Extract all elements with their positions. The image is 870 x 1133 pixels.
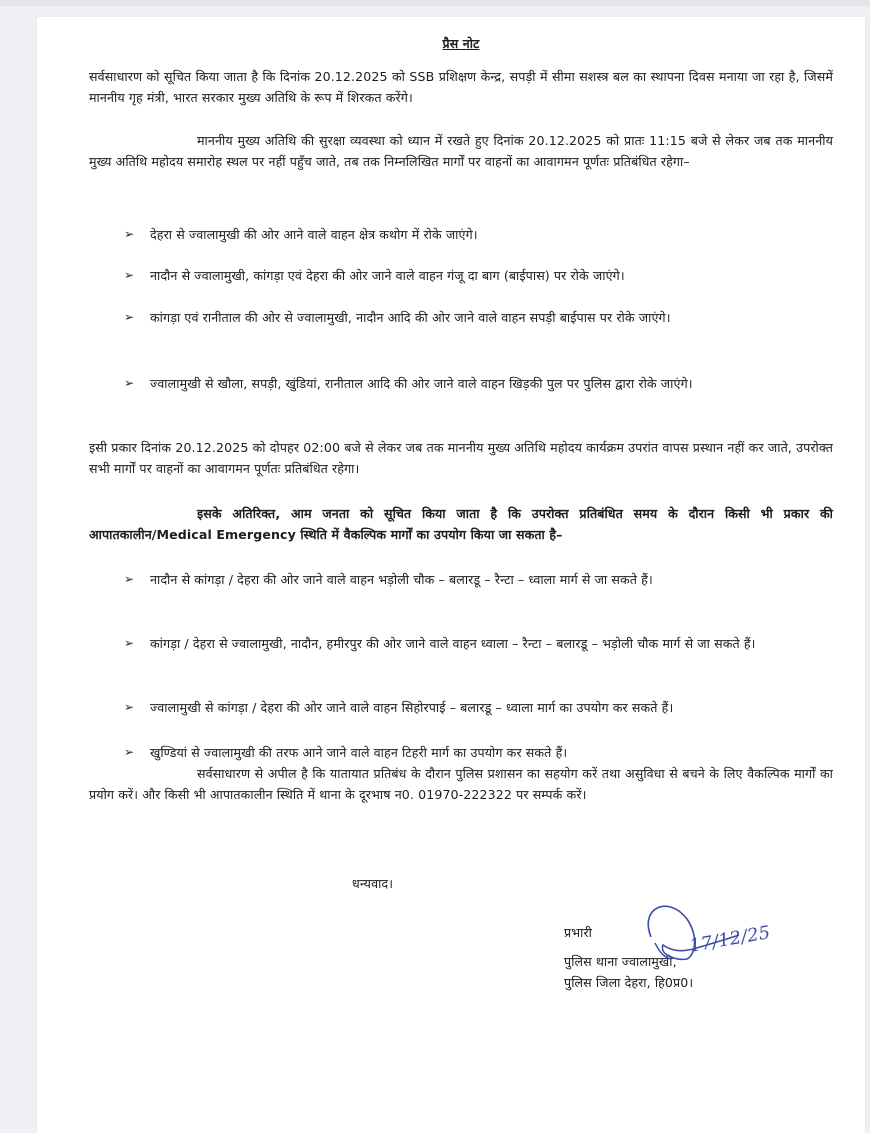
press-note-page [37,17,865,1133]
alternate-route-item [124,697,830,718]
signatory-designation: प्रभारी [564,925,592,940]
restricted-route-item [124,224,830,245]
restriction-paragraph: माननीय मुख्य अतिथि की सुरक्षा व्यवस्था को ध्यान में रखते हुए दिनांक 20.12.2025 को प्रातः 11:15 बजे से लेकर जब तक माननीय मुख्य अतिथि महोदय समारोह स्थल पर नहीं पहुँच जाते, तब तक निम्नलिखित मार्गों पर वाहनों का आवागमन पूर्णतः प्रतिबंधित रहेगा– [89,133,833,169]
appeal-paragraph: सर्वसाधारण से अपील है कि यातायात प्रतिबंध के दौरान पुलिस प्रशासन का सहयोग करें तथा असुविधा से बचने के लिए वैकल्पिक मार्गों का प्रयोग करें। और किसी भी आपातकालीन स्थिति में थाना के दूरभाष न0. 01970-222322 पर सम्पर्क करें। [89,766,833,802]
signature-date: 17/12/25 [687,922,772,957]
signatory-station: पुलिस थाना ज्वालामुखी, [564,954,677,969]
document-title: प्रैस नोट [442,36,480,51]
return-restriction-paragraph: इसी प्रकार दिनांक 20.12.2025 को दोपहर 02:00 बजे से लेकर जब तक माननीय मुख्य अतिथि महोदय कार्यक्रम उपरांत वापस प्रस्थान नहीं कर जाते, उपरोक्त सभी मार्गों पर वाहनों का आवागमन पूर्णतः प्रतिबंधित रहेगा। [89,440,833,476]
signatory-district: पुलिस जिला देहरा, हि0प्र0। [564,975,694,990]
alternate-route-item [124,633,830,654]
emergency-paragraph: इसके अतिरिक्त, आम जनता को सूचित किया जाता है कि उपरोक्त प्रतिबंधित समय के दौरान किसी भी प्रकार की आपातकालीन/Medical Emergency स्थिति में वैकल्पिक मार्गों का उपयोग किया जा सकता है– [89,506,833,542]
bullet-arrow-icon: ➢ [124,268,135,282]
bullet-arrow-icon: ➢ [124,745,135,759]
handwritten-signature [629,897,809,977]
alternate-route-item [124,569,830,590]
restricted-route-text: देहरा से ज्वालामुखी की ओर आने वाले वाहन क्षेत्र कथोग में रोके जाएंगे। [150,227,478,242]
restricted-route-item [124,265,830,286]
alternate-route-text: खुण्डियां से ज्वालामुखी की तरफ आने जाने वाले वाहन टिहरी मार्ग का उपयोग कर सकते हैं। [150,745,568,760]
alternate-route-item [124,742,830,763]
bullet-arrow-icon: ➢ [124,636,135,650]
alternate-route-text: नादौन से कांगड़ा / देहरा की ओर जाने वाले वाहन भड़ोली चौक – बलारडू – रैन्टा – ध्वाला मार्ग से जा सकते हैं। [150,572,653,587]
restricted-route-item [124,307,830,328]
bullet-arrow-icon: ➢ [124,227,135,241]
bullet-arrow-icon: ➢ [124,572,135,586]
intro-paragraph: सर्वसाधारण को सूचित किया जाता है कि दिनांक 20.12.2025 को SSB प्रशिक्षण केन्द्र, सपड़ी में सीमा सशस्त्र बल का स्थापना दिवस मनाया जा रहा है, जिसमें माननीय गृह मंत्री, भारत सरकार मुख्य अतिथि के रूप में शिरकत करेंगे। [89,69,833,105]
viewer-top-bar [0,0,870,6]
restricted-route-text: ज्वालामुखी से खौला, सपड़ी, खुंडियां, रानीताल आदि की ओर जाने वाले वाहन खिड़की पुल पर पुलिस द्वारा रोके जाएंगे। [150,376,693,391]
thanks-text: धन्यवाद। [352,876,394,891]
bullet-arrow-icon: ➢ [124,376,135,390]
restricted-route-text: नादौन से ज्वालामुखी, कांगड़ा एवं देहरा की ओर जाने वाले वाहन गंजू दा बाग (बाईपास) पर रोके जाएंगे। [150,268,625,283]
restricted-route-text: कांगड़ा एवं रानीताल की ओर से ज्वालामुखी, नादौन आदि की ओर जाने वाले वाहन सपड़ी बाईपास पर रोके जाएंगे। [150,310,671,325]
bullet-arrow-icon: ➢ [124,700,135,714]
alternate-route-text: कांगड़ा / देहरा से ज्वालामुखी, नादौन, हमीरपुर की ओर जाने वाले वाहन ध्वाला – रैन्टा – बलारडू – भड़ोली चौक मार्ग से जा सकते हैं। [150,636,756,651]
bullet-arrow-icon: ➢ [124,310,135,324]
restricted-route-item [124,373,830,394]
alternate-route-text: ज्वालामुखी से कांगड़ा / देहरा की ओर जाने वाले वाहन सिहोरपाई – बलारडू – ध्वाला मार्ग का उपयोग कर सकते हैं। [150,700,674,715]
